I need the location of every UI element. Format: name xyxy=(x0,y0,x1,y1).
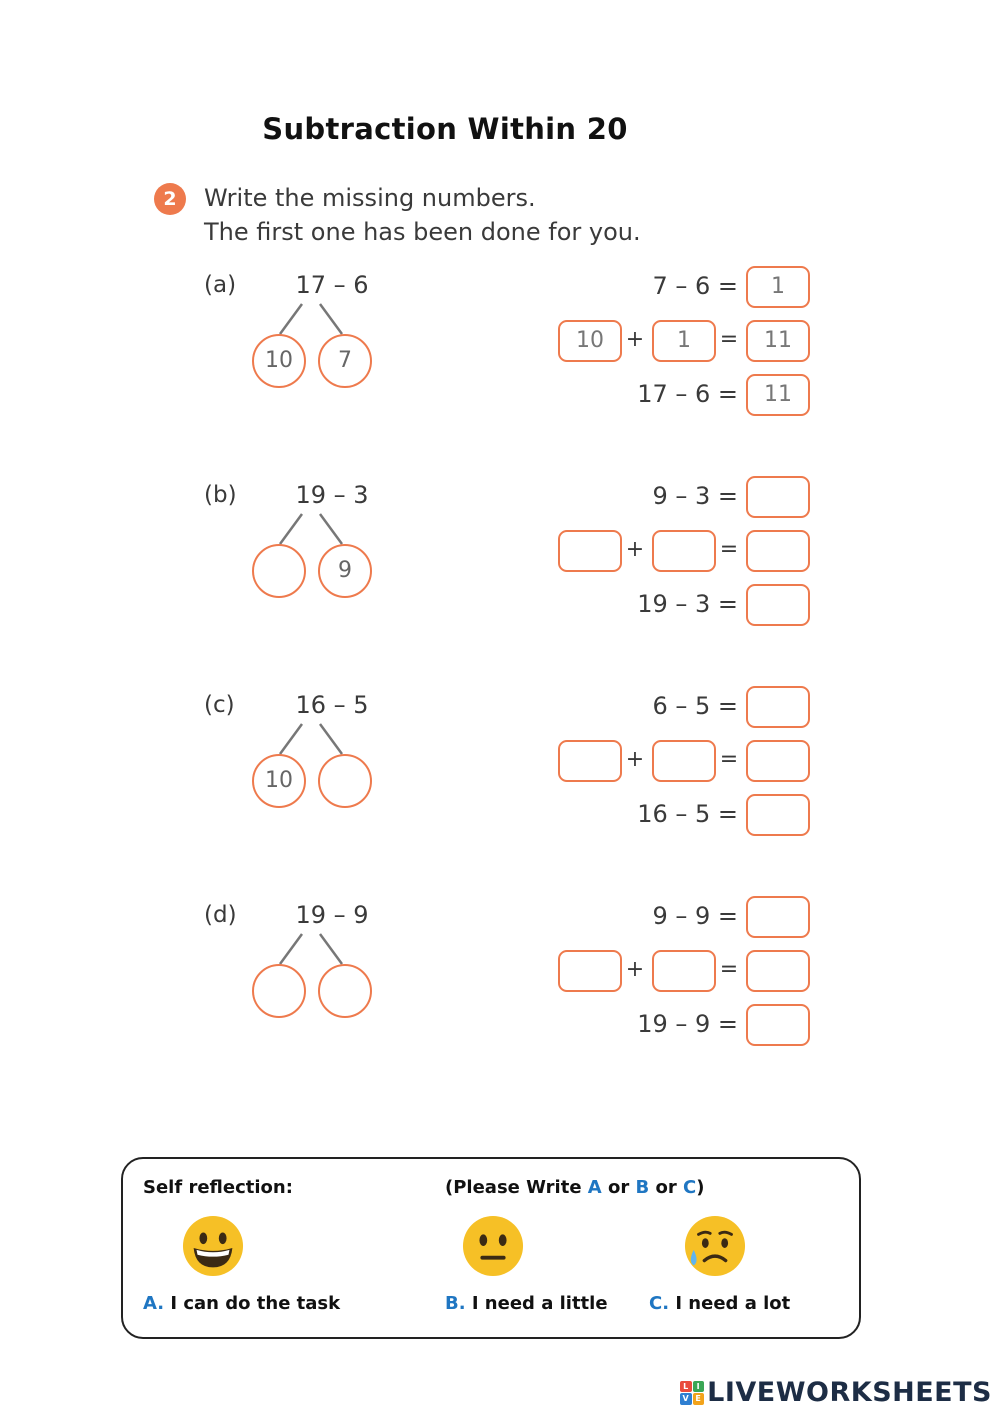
answer-box-add-result[interactable] xyxy=(746,740,810,782)
answer-box-add-second[interactable] xyxy=(652,530,716,572)
bond-line xyxy=(280,304,302,334)
bond-line xyxy=(280,514,302,544)
answer-box-add-second[interactable] xyxy=(652,740,716,782)
reflection-heading: Self reflection: xyxy=(143,1177,293,1198)
question-number-badge: 2 xyxy=(154,183,186,215)
logo-text: LIVEWORKSHEETS xyxy=(707,1377,992,1408)
bond-line xyxy=(320,724,342,754)
left-part-circle[interactable]: 10 xyxy=(252,754,306,808)
equals-sign: = xyxy=(719,537,739,562)
right-part-circle[interactable] xyxy=(318,754,372,808)
equation-step-1: 7 – 6 = xyxy=(652,272,738,300)
reflection-instruction: (Please Write A or B or C) xyxy=(445,1177,705,1198)
equation-step-3: 17 – 6 = xyxy=(637,380,738,408)
answer-box-add-result[interactable] xyxy=(746,530,810,572)
problem-label: (c) xyxy=(204,692,235,718)
number-bond-expression: 19 – 9 xyxy=(295,901,369,929)
number-bond-expression: 19 – 3 xyxy=(295,481,369,509)
equals-sign: = xyxy=(719,957,739,982)
logo-mark-icon: L I V E xyxy=(680,1381,704,1405)
answer-box-add-first[interactable] xyxy=(558,530,622,572)
answer-box-add-second[interactable]: 1 xyxy=(652,320,716,362)
sad-sweat-face-icon xyxy=(684,1215,746,1277)
answer-box-add-first[interactable]: 10 xyxy=(558,320,622,362)
problem-label: (b) xyxy=(204,482,237,508)
number-bond-expression: 17 – 6 xyxy=(295,271,369,299)
bond-line xyxy=(320,934,342,964)
page-title: Subtraction Within 20 xyxy=(262,112,628,146)
answer-box-step-3[interactable] xyxy=(746,584,810,626)
self-reflection-panel xyxy=(121,1157,861,1339)
right-part-circle[interactable]: 9 xyxy=(318,544,372,598)
answer-box-step-3[interactable] xyxy=(746,1004,810,1046)
equation-step-1: 9 – 3 = xyxy=(652,482,738,510)
left-part-circle[interactable] xyxy=(252,964,306,1018)
answer-box-step-1[interactable]: 1 xyxy=(746,266,810,308)
instruction-line-1: Write the missing numbers. xyxy=(204,184,536,212)
number-bond-expression: 16 – 5 xyxy=(295,691,369,719)
problem-label: (d) xyxy=(204,902,237,928)
equation-step-1: 6 – 5 = xyxy=(652,692,738,720)
right-part-circle[interactable]: 7 xyxy=(318,334,372,388)
right-part-circle[interactable] xyxy=(318,964,372,1018)
instruction-line-2: The first one has been done for you. xyxy=(204,218,641,246)
answer-box-add-result[interactable] xyxy=(746,950,810,992)
plus-sign: + xyxy=(625,957,645,982)
answer-box-step-1[interactable] xyxy=(746,476,810,518)
bond-line xyxy=(280,934,302,964)
answer-box-step-1[interactable] xyxy=(746,686,810,728)
problem-label: (a) xyxy=(204,272,237,298)
left-part-circle[interactable]: 10 xyxy=(252,334,306,388)
left-part-circle[interactable] xyxy=(252,544,306,598)
answer-box-add-result[interactable]: 11 xyxy=(746,320,810,362)
equation-step-3: 19 – 9 = xyxy=(637,1010,738,1038)
choice-c: C. I need a lot xyxy=(649,1293,791,1314)
bond-line xyxy=(320,304,342,334)
plus-sign: + xyxy=(625,327,645,352)
grinning-face-icon xyxy=(182,1215,244,1277)
answer-box-add-first[interactable] xyxy=(558,950,622,992)
answer-box-step-3[interactable] xyxy=(746,794,810,836)
choice-a: A. I can do the task xyxy=(143,1293,341,1314)
answer-box-step-3[interactable]: 11 xyxy=(746,374,810,416)
answer-box-add-second[interactable] xyxy=(652,950,716,992)
equals-sign: = xyxy=(719,747,739,772)
plus-sign: + xyxy=(625,537,645,562)
choice-b: B. I need a little xyxy=(445,1293,608,1314)
equation-step-3: 19 – 3 = xyxy=(637,590,738,618)
neutral-face-icon xyxy=(462,1215,524,1277)
equation-step-1: 9 – 9 = xyxy=(652,902,738,930)
bond-line xyxy=(280,724,302,754)
liveworksheets-logo xyxy=(680,1377,992,1408)
equals-sign: = xyxy=(719,327,739,352)
answer-box-step-1[interactable] xyxy=(746,896,810,938)
equation-step-3: 16 – 5 = xyxy=(637,800,738,828)
plus-sign: + xyxy=(625,747,645,772)
answer-box-add-first[interactable] xyxy=(558,740,622,782)
bond-line xyxy=(320,514,342,544)
